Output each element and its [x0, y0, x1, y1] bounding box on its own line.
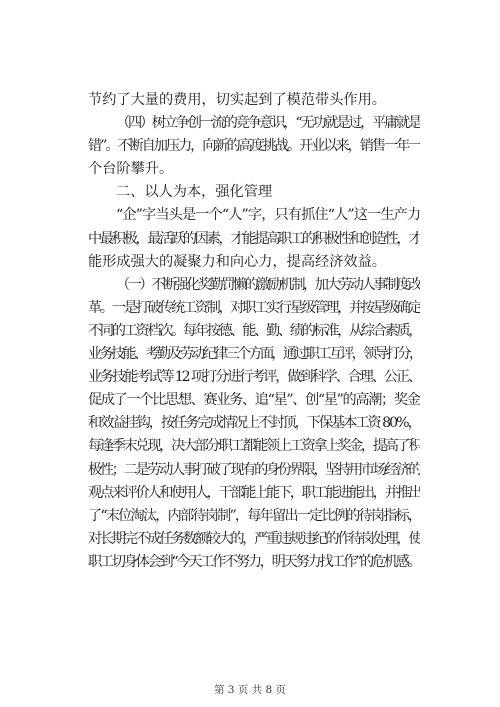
text-line: 能形成强大的凝聚力和向心力，提高经济效益。	[88, 253, 386, 270]
text-line: 业务技能考试等 12 项打分进行考评，做到科学、合理、公正、	[88, 369, 420, 386]
text-line: 个台阶攀升。	[88, 161, 174, 178]
text-line: 促成了一个比思想、赛业务、追“星”、创“星”的高潮；奖金	[88, 392, 420, 409]
document-body	[88, 89, 420, 574]
text-line: 错”。不断自加压力，向新的高度挑战。开业以来，销售一年一	[88, 138, 420, 155]
page-footer: 第 3 页 共 8 页	[213, 684, 287, 696]
text-line: 和效益挂钩，按任务完成情况上不封顶，下保基本工资 80%，	[88, 415, 420, 432]
text-line: 了“末位淘汰，内部待岗制”，每年留出一定比例的待岗指标，	[88, 507, 420, 524]
text-line: 每逢季末兑现，决大部分职工都能领上工资拿上奖金，提高了积	[88, 438, 420, 455]
text-line: 二、以人为本，强化管理	[116, 184, 273, 201]
text-line: 业务技能、考勤及劳动纪律三个方面，通过职工互评，领导打分，	[88, 346, 420, 363]
text-line: 不同的工资档次。每年按德、能、勤、绩的标准，从综合素质，	[88, 322, 420, 339]
text-line: （四）树立争创一流的竞争意识，“无功就是过，平庸就是	[116, 115, 420, 132]
text-line: 节约了大量的费用，切实起到了模范带头作用。	[88, 92, 386, 108]
text-line: 观点来评价人和使用人，干部能上能下，职工能进能出，并推出	[88, 484, 420, 501]
text-line: 革。一是打破传统工资制，对职工实行星级管理，并按星级确定	[88, 299, 420, 316]
text-line: （一）不断强化奖勤罚懒的激励机制，加大劳动人事制度改	[116, 276, 420, 293]
text-line: 职工切身体会到“今天工作不努力，明天努力找工作”的危机感。	[88, 553, 420, 570]
text-line: 极性；二是劳动人事打破了现有的身份界限，坚持用市场经济的	[88, 461, 420, 478]
text-line: 对长期完不成任务数额较大的，严重违规违纪的作待岗处理，使	[88, 530, 420, 547]
text-line: 中最积极，最活跃的因素，才能提高职工的积极性和创造性，才	[88, 230, 420, 247]
text-line: “企”字当头是一个“人”字，只有抓住“人”这一生产力	[116, 207, 420, 224]
